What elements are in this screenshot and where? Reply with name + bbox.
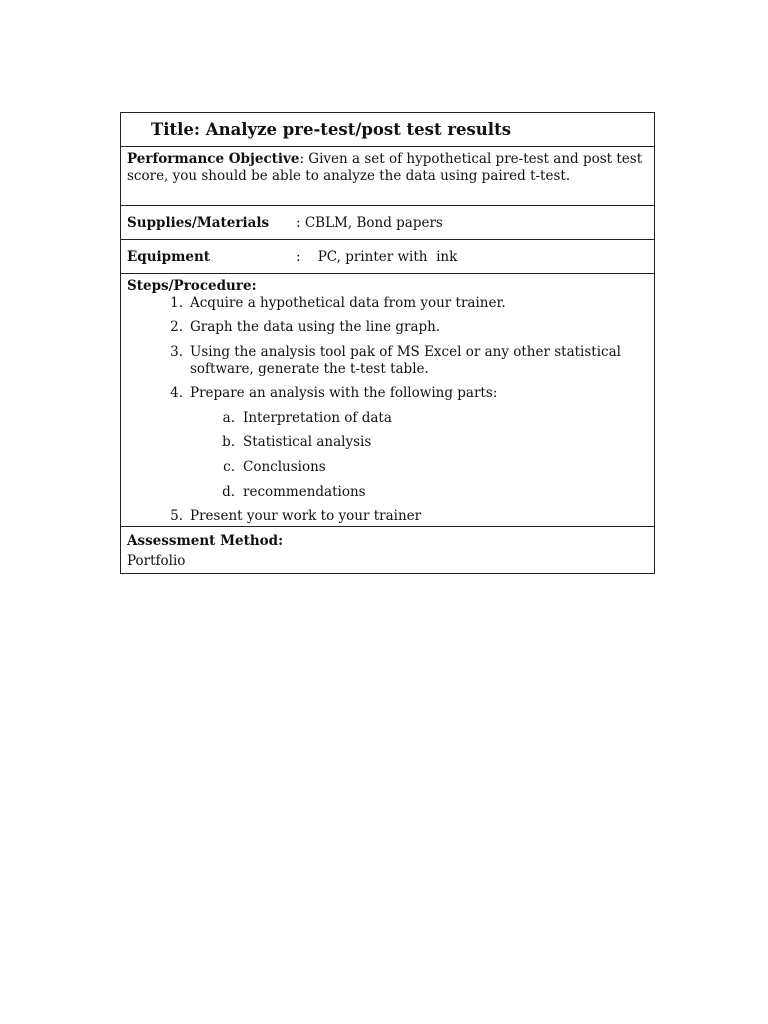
objective-row (121, 147, 654, 206)
step-text: Graph the data using the line graph. (190, 319, 441, 335)
assessment-row (121, 527, 654, 573)
objective-text: : Given a set of hypothetical pre-test and post test score, you should be able to analyze the data using paired t-test. (127, 151, 643, 184)
substep-text: Statistical analysis (243, 434, 372, 450)
supplies-value: : CBLM, Bond papers (296, 214, 443, 231)
step-text: Acquire a hypothetical data from your trainer. (190, 295, 506, 311)
substep-letter: c. (223, 459, 235, 475)
assessment-value: Portfolio (127, 553, 186, 569)
steps-heading: Steps/Procedure: (127, 278, 257, 294)
substep-letter: a. (222, 410, 235, 426)
step-number: 3. (170, 344, 183, 360)
step-text: Present your work to your trainer (190, 508, 422, 524)
title-row (121, 113, 654, 147)
equipment-value: : PC, printer with ink (296, 248, 458, 265)
equipment-label: Equipment (127, 248, 211, 265)
assessment-label: Assessment Method: (127, 533, 284, 549)
supplies-row (121, 206, 654, 240)
equipment-row (121, 240, 654, 274)
step-text: Using the analysis tool pak of MS Excel or any other statistical software, generate the t-test table. (190, 344, 621, 377)
step-text: Prepare an analysis with the following parts: (190, 385, 498, 401)
step-number: 2. (170, 319, 183, 335)
substep-text: recommendations (243, 484, 366, 500)
step-number: 1. (170, 295, 183, 311)
objective-label: Performance Objective (127, 151, 300, 167)
substep-letter: d. (222, 484, 235, 500)
step-number: 5. (170, 508, 183, 524)
substep-text: Interpretation of data (243, 410, 392, 426)
supplies-label: Supplies/Materials (127, 214, 270, 231)
step-number: 4. (170, 385, 183, 401)
steps-row (121, 274, 654, 527)
substep-letter: b. (222, 434, 235, 450)
activity-sheet-table (120, 112, 655, 574)
sheet-title: Title: Analyze pre-test/post test results (151, 120, 511, 139)
substep-text: Conclusions (243, 459, 326, 475)
